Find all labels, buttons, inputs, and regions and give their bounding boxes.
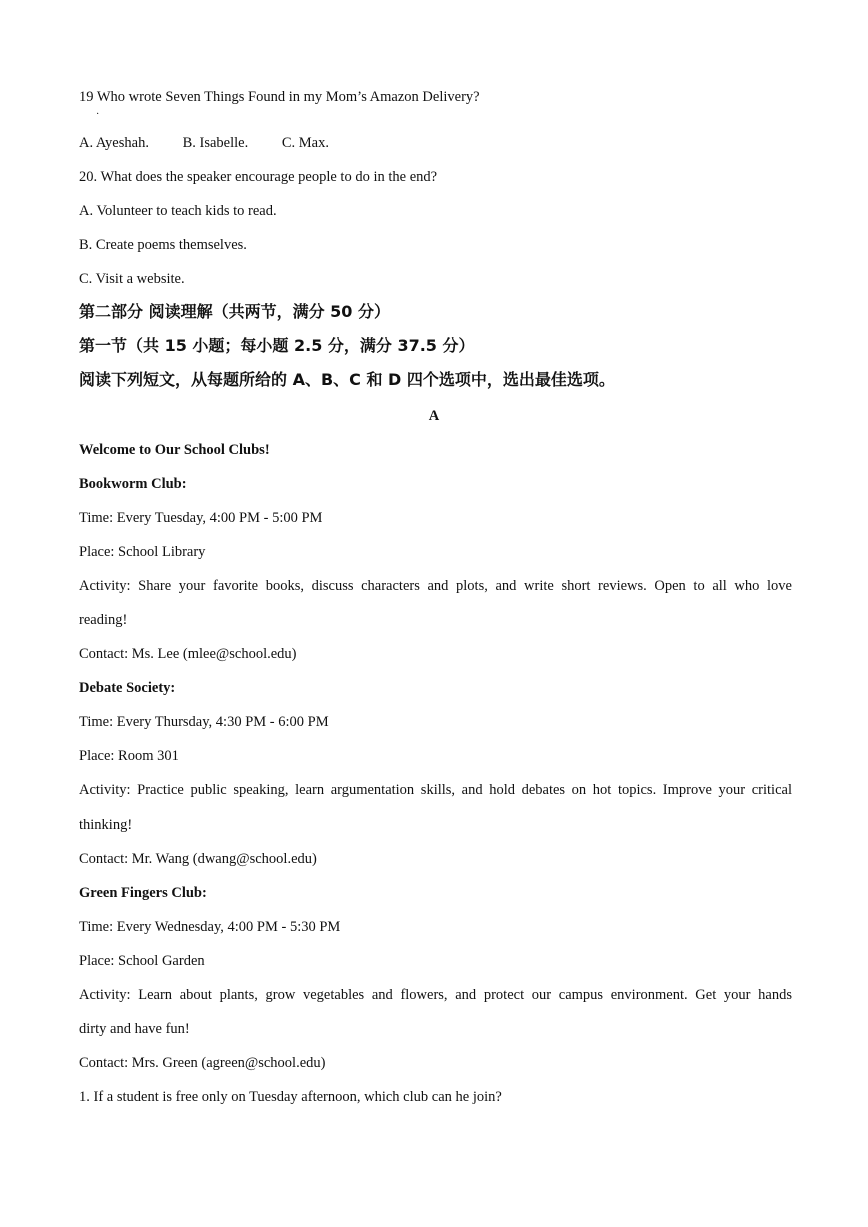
club-time-green-fingers: Time: Every Wednesday, 4:00 PM - 5:30 PM: [79, 919, 341, 935]
section-one-heading: 第一节（共 15 小题；每小题 2.5 分，满分 37.5 分）: [79, 336, 475, 355]
club-time-bookworm: Time: Every Tuesday, 4:00 PM - 5:00 PM: [79, 510, 323, 526]
club-name-green-fingers: Green Fingers Club:: [79, 885, 207, 901]
club-activity-green-fingers-cont: dirty and have fun!: [79, 1021, 190, 1037]
question-19-options: [79, 134, 792, 152]
question-19: 19 Who wrote Seven Things Found in my Mom’s Amazon Delivery?: [79, 89, 480, 105]
club-activity-bookworm: Activity: Share your favorite books, discuss characters and plots, and write short reviews. Open to all who love: [79, 578, 792, 594]
club-name-debate: Debate Society:: [79, 680, 176, 696]
option-a: A. Ayeshah.: [79, 135, 149, 151]
club-activity-bookworm-cont: reading!: [79, 612, 128, 628]
passage-title: Welcome to Our School Clubs!: [79, 442, 270, 458]
club-activity-debate: Activity: Practice public speaking, learn argumentation skills, and hold debates on hot topics. Improve your critical: [79, 782, 792, 798]
club-time-debate: Time: Every Thursday, 4:30 PM - 6:00 PM: [79, 714, 329, 730]
option-c: C. Max.: [281, 135, 329, 151]
club-activity-debate-cont: thinking!: [79, 817, 133, 833]
club-contact-debate: Contact: Mr. Wang (dwang@school.edu): [79, 851, 317, 867]
stray-mark: ·: [96, 109, 100, 120]
club-name-bookworm: Bookworm Club:: [79, 476, 187, 492]
option-b: B. Isabelle.: [182, 135, 249, 151]
question-20-option-c: C. Visit a website.: [79, 271, 185, 287]
question-20-option-b: B. Create poems themselves.: [79, 237, 247, 253]
question-1: 1. If a student is free only on Tuesday afternoon, which club can he join?: [79, 1089, 502, 1105]
club-contact-bookworm: Contact: Ms. Lee (mlee@school.edu): [79, 646, 297, 662]
question-20-option-a: A. Volunteer to teach kids to read.: [79, 203, 277, 219]
club-place-green-fingers: Place: School Garden: [79, 953, 205, 969]
reading-instruction: 阅读下列短文，从每题所给的 A、B、C 和 D 四个选项中，选出最佳选项。: [79, 370, 615, 389]
club-activity-green-fingers: Activity: Learn about plants, grow vegetables and flowers, and protect our campus environment. Get your hands: [79, 987, 792, 1003]
question-20: 20. What does the speaker encourage people to do in the end?: [79, 169, 438, 185]
club-place-debate: Place: Room 301: [79, 748, 179, 764]
passage-label: A: [428, 408, 440, 424]
club-place-bookworm: Place: School Library: [79, 544, 206, 560]
part-two-heading: 第二部分 阅读理解（共两节，满分 50 分）: [79, 302, 390, 321]
club-contact-green-fingers: Contact: Mrs. Green (agreen@school.edu): [79, 1055, 326, 1071]
